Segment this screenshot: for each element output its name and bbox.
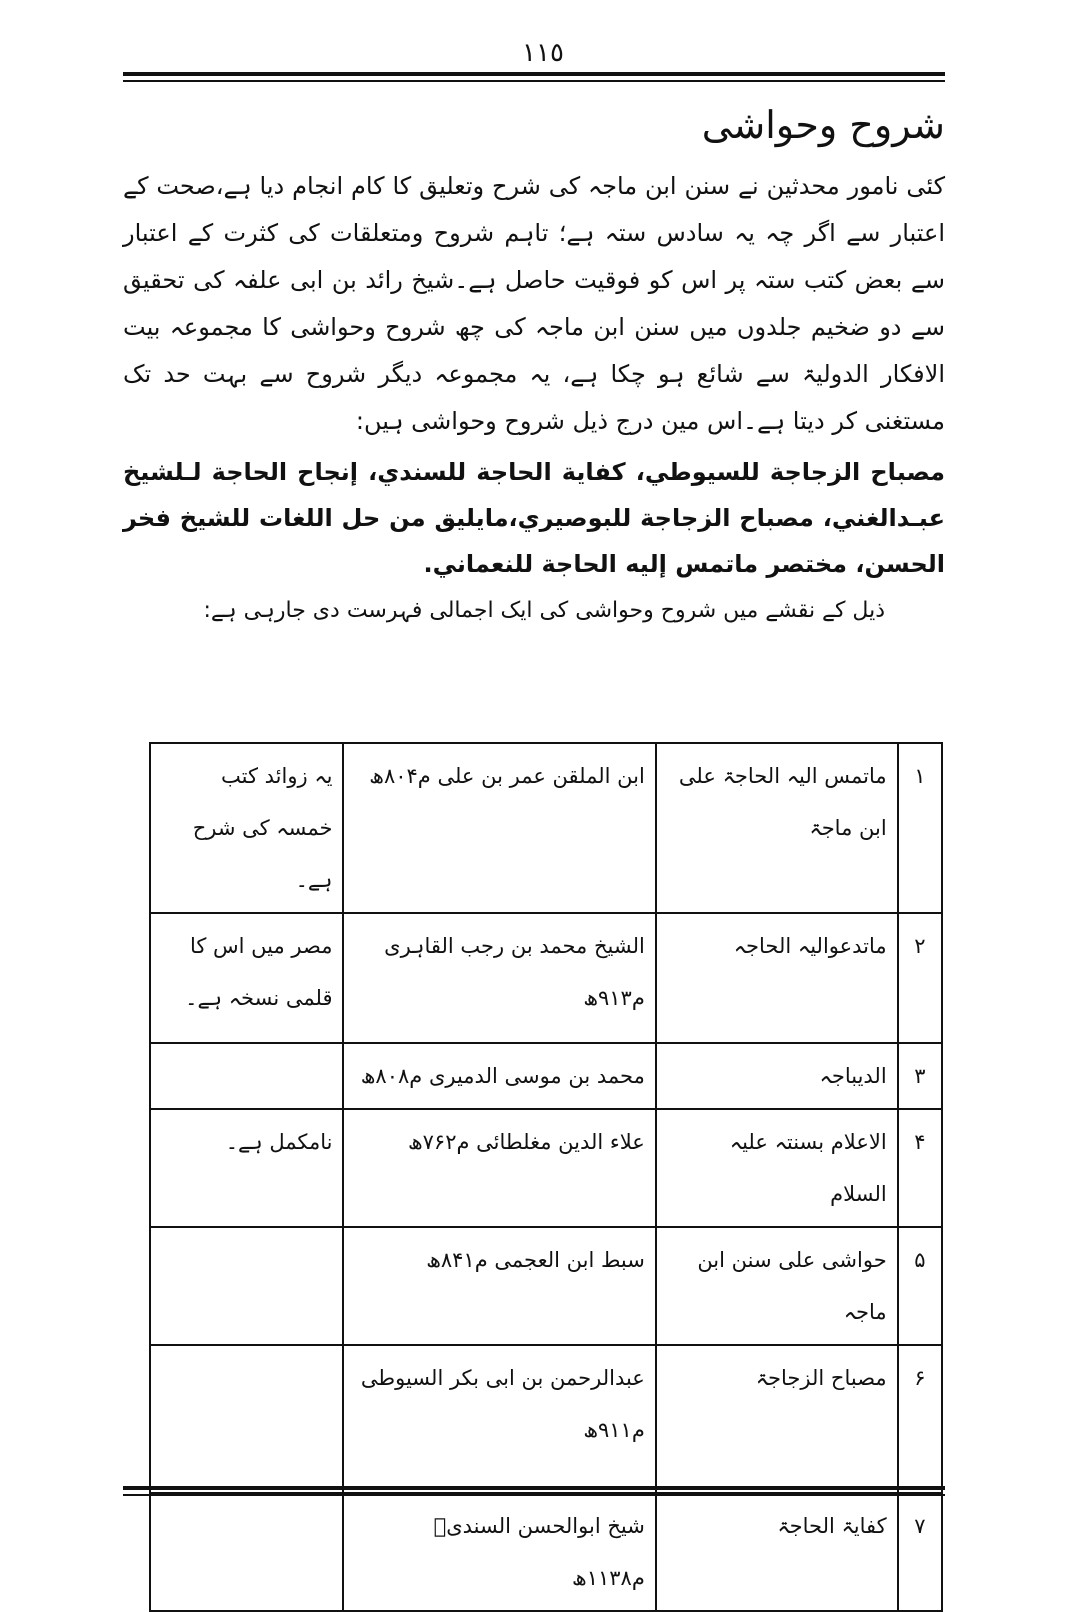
- book-title: الاعلام بسنتہ علیہ السلام: [656, 1109, 898, 1227]
- table-row: [150, 1109, 942, 1227]
- table-row: [150, 743, 942, 913]
- book-title: الدیباجہ: [656, 1043, 898, 1109]
- book-title: ماتمس الیہ الحاجۃ علی ابن ماجۃ: [656, 743, 898, 913]
- book-author: علاء الدین مغلطائی م۷۶۲ھ: [343, 1109, 655, 1227]
- book-note: [150, 1227, 343, 1345]
- section-heading: شروح وحواشی: [701, 103, 945, 147]
- book-title: کفایۃ الحاجۃ: [656, 1493, 898, 1611]
- table-row: [150, 1043, 942, 1109]
- book-author: محمد بن موسی الدمیری م۸۰۸ھ: [343, 1043, 655, 1109]
- row-number: ۳: [898, 1043, 942, 1109]
- row-number: ۱: [898, 743, 942, 913]
- table-row: [150, 1227, 942, 1345]
- table-row: [150, 1493, 942, 1611]
- header-rule: [123, 72, 945, 82]
- book-title: حواشی علی سنن ابن ماجہ: [656, 1227, 898, 1345]
- body-paragraph: کئی نامور محدثین نے سنن ابن ماجہ کی شرح وتعلیق کا کام انجام دیا ہے،صحت کے اعتبار سے اگر چہ یہ سادس ستہ ہے؛ تاہم شروح ومتعلقات کی کثرت کے اعتبار سے بعض کتب ستہ پر اس کو فوقیت حاصل ہے۔شیخ رائد بن ابی علفہ کی تحقیق سے دو ضخیم جلدوں میں سنن ابن ماجہ کی چھ شروح وحواشی کا مجموعہ بیت الافکار الدولیۃ سے شائع ہو چکا ہے، یہ مجموعہ دیگر شروح سے بہت حد تک مستغنی کر دیتا ہے۔اس مین درج ذیل شروح وحواشی ہیں:: [123, 172, 945, 435]
- row-number: ۲: [898, 913, 942, 1043]
- table-intro: ذیل کے نقشے میں شروح وحواشی کی ایک اجمالی فہرست دی جارہی ہے:: [203, 598, 885, 623]
- book-author: شیخ ابوالحسن السندیؒ م۱۱۳۸ھ: [343, 1493, 655, 1611]
- row-number: ۷: [898, 1493, 942, 1611]
- table-row: [150, 913, 942, 1043]
- book-note: [150, 1493, 343, 1611]
- book-note: نامکمل ہے۔: [150, 1109, 343, 1227]
- footer-rule: [123, 1486, 945, 1496]
- table-row: [150, 1345, 942, 1493]
- book-author: ابن الملقن عمر بن علی م۸۰۴ھ: [343, 743, 655, 913]
- book-note: یہ زوائد کتب خمسہ کی شرح ہے۔: [150, 743, 343, 913]
- row-number: ۶: [898, 1345, 942, 1493]
- book-title: ماتدعوالیہ الحاجہ: [656, 913, 898, 1043]
- book-author: الشیخ محمد بن رجب القاہری م۹۱۳ھ: [343, 913, 655, 1043]
- page-number: ١١٥: [522, 38, 564, 68]
- arabic-commentaries-list: مصباح الزجاجة للسيوطي، كفاية الحاجة للسندي، إنجاح الحاجة لـلشيخ عبـدالغني، مصباح الزجاجة للبوصيري،مايليق من حل اللغات للشيخ فخر الحسن، مختصر ماتمس إليه الحاجة للنعماني.: [123, 458, 945, 578]
- book-note: [150, 1345, 343, 1493]
- book-note: مصر میں اس کا قلمی نسخہ ہے۔: [150, 913, 343, 1043]
- row-number: ۵: [898, 1227, 942, 1345]
- commentaries-table: [149, 742, 943, 1612]
- page-content: [123, 95, 945, 629]
- book-author: عبدالرحمن بن ابی بکر السیوطی م۹۱۱ھ: [343, 1345, 655, 1493]
- book-note: [150, 1043, 343, 1109]
- book-author: سبط ابن العجمی م۸۴۱ھ: [343, 1227, 655, 1345]
- row-number: ۴: [898, 1109, 942, 1227]
- book-title: مصباح الزجاجۃ: [656, 1345, 898, 1493]
